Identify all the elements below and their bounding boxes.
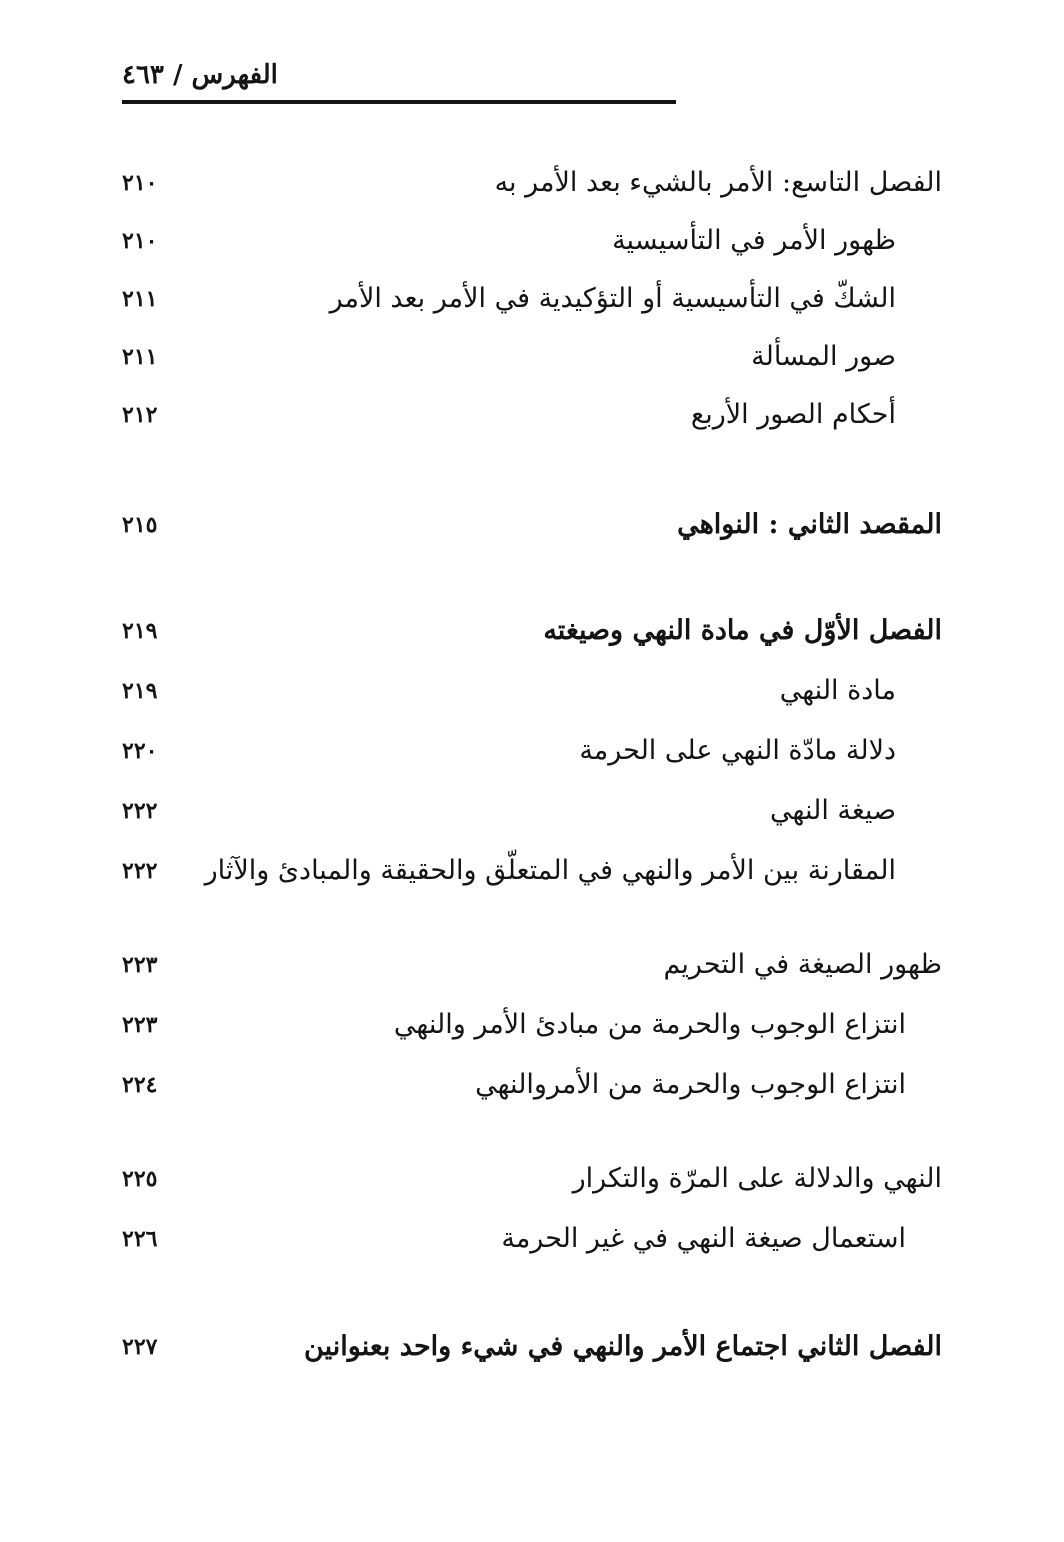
toc-entry <box>0 158 1064 208</box>
toc-entry <box>0 332 1064 382</box>
toc-entry-page: ٢٢٦ <box>122 1226 158 1252</box>
toc-entry-page: ٢١٠ <box>122 170 158 196</box>
toc-entry-page: ٢٢٧ <box>122 1334 158 1360</box>
toc-entry-page: ٢١٢ <box>122 402 158 428</box>
toc-entry-title: ظهور الأمر في التأسيسية <box>612 225 896 256</box>
toc-entry-title: مادة النهي <box>779 675 896 706</box>
toc-entry <box>0 726 1064 776</box>
toc-section-heading <box>0 500 1064 550</box>
toc-entry-page: ٢١١ <box>122 286 158 312</box>
toc-entry-page: ٢١٩ <box>122 678 158 704</box>
toc-entry-title: الفصل الثاني اجتماع الأمر والنهي في شيء واحد بعنوانين <box>304 1331 942 1362</box>
toc-entry <box>0 786 1064 836</box>
toc-entry <box>0 216 1064 266</box>
toc-chapter-heading <box>0 606 1064 656</box>
toc-entry-page: ٢١٠ <box>122 228 158 254</box>
toc-entry <box>0 1154 1064 1204</box>
toc-entry-title: دلالة مادّة النهي على الحرمة <box>579 735 896 766</box>
toc-entry-title: المقصد الثاني : النواهي <box>677 509 942 540</box>
toc-entry <box>0 1060 1064 1110</box>
toc-entry-title: أحكام الصور الأربع <box>690 399 896 430</box>
toc-entry-title: الشكّ في التأسيسية أو التؤكيدية في الأمر بعد الأمر <box>329 283 896 314</box>
header-rule <box>122 100 676 104</box>
toc-entry <box>0 390 1064 440</box>
toc-entry-page: ٢٢٢ <box>122 798 158 824</box>
toc-entry <box>0 846 1064 896</box>
toc-entry-title: النهي والدلالة على المرّة والتكرار <box>572 1163 942 1194</box>
toc-entry-page: ٢٢٠ <box>122 738 158 764</box>
toc-entry-page: ٢٢٢ <box>122 858 158 884</box>
toc-entry-page: ٢١١ <box>122 344 158 370</box>
toc-entry-page: ٢٢٣ <box>122 1012 158 1038</box>
toc-entry-title: استعمال صيغة النهي في غير الحرمة <box>501 1223 906 1254</box>
toc-entry <box>0 274 1064 324</box>
toc-entry-page: ٢٢٥ <box>122 1166 158 1192</box>
toc-entry-title: المقارنة بين الأمر والنهي في المتعلّق والحقيقة والمبادئ والآثار <box>204 855 896 886</box>
toc-entry-page: ٢٢٣ <box>122 952 158 978</box>
toc-entry-title: انتزاع الوجوب والحرمة من الأمروالنهي <box>475 1069 906 1100</box>
toc-chapter-heading <box>0 1322 1064 1372</box>
toc-entry-page: ٢٢٤ <box>122 1072 158 1098</box>
toc-entry <box>0 1214 1064 1264</box>
toc-entry-title: ظهور الصيغة في التحريم <box>663 949 942 980</box>
toc-entry <box>0 666 1064 716</box>
toc-entry <box>0 1000 1064 1050</box>
toc-entry-title: الفصل الأوّل في مادة النهي وصيغته <box>543 615 942 646</box>
toc-entry-title: الفصل التاسع: الأمر بالشيء بعد الأمر به <box>494 167 942 198</box>
toc-entry <box>0 940 1064 990</box>
toc-entry-page: ٢١٩ <box>122 618 158 644</box>
toc-entry-title: انتزاع الوجوب والحرمة من مبادئ الأمر والنهي <box>393 1009 906 1040</box>
toc-entry-title: صيغة النهي <box>770 795 896 826</box>
running-header: الفهرس / ٤٦٣ <box>122 60 278 90</box>
toc-entry-title: صور المسألة <box>751 341 896 372</box>
toc-entry-page: ٢١٥ <box>122 512 158 538</box>
